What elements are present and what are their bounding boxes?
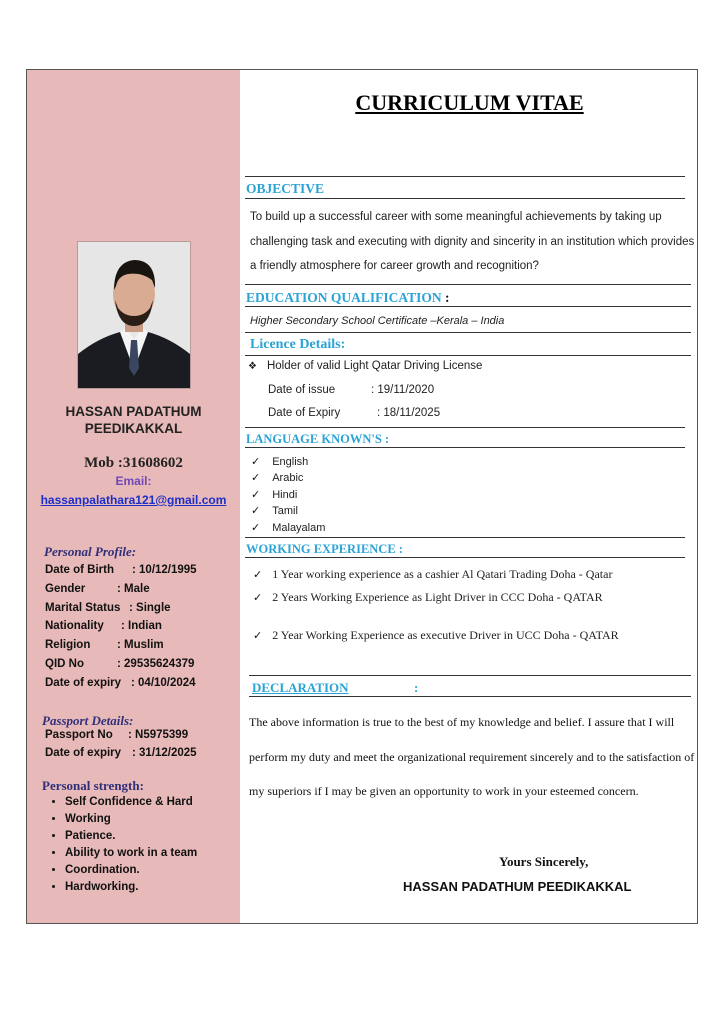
divider [245,447,685,448]
sidebar [27,70,240,923]
closing-text: Yours Sincerely, [499,854,589,869]
language-item: ✓ English [251,456,309,468]
licence-expiry-row: Date of Expiry : 18/11/2025 [268,407,441,419]
list-item: • Coordination. [65,862,197,879]
passport-details-heading: Passport Details: [42,713,134,728]
list-item: • Working [65,811,197,828]
profile-row: Date of Birth : 10/12/1995 [45,564,197,576]
personal-strength-heading: Personal strength: [42,778,144,793]
list-item: • Ability to work in a team [65,845,197,862]
experience-item: ✓ 1 Year working experience as a cashier Al Qatari Trading Doha - Qatar [253,567,613,581]
profile-row: Religion : Muslim [45,639,164,651]
checkmark-icon: ✓ [251,472,261,484]
divider [245,537,685,538]
main-content [240,70,698,923]
checkmark-icon: ✓ [251,522,261,534]
cv-page [26,69,698,924]
passport-row: Date of expiry : 31/12/2025 [45,747,197,759]
declaration-text: The above information is true to the best of my knowledge and belief. I assure that I will perform my duty and meet the organizational requirement sincerely and to the satisfaction of my superiors if I may be given an opportunity to work in your esteemed concern. [249,715,695,798]
language-heading: LANGUAGE KNOWN'S : [246,432,390,446]
experience-heading: WORKING EXPERIENCE : [246,542,403,556]
divider [249,696,691,697]
divider [245,284,691,285]
experience-item: ✓ 2 Years Working Experience as Light Driver in CCC Doha - QATAR [253,590,603,604]
checkmark-icon: ✓ [251,505,261,517]
passport-row: Passport No : N5975399 [45,729,189,741]
divider [245,306,691,307]
profile-row: QID No : 29535624379 [45,658,195,670]
checkmark-icon: ✓ [251,489,261,501]
licence-heading: Licence Details: [250,337,346,352]
email-link[interactable]: hassanpalathara121@gmail.com [40,493,227,507]
signature-name: HASSAN PADATHUM PEEDIKAKKAL [403,879,632,894]
licence-issue-row: Date of issue : 19/11/2020 [268,384,435,396]
experience-item: ✓ 2 Year Working Experience as executive Driver in UCC Doha - QATAR [253,628,619,642]
list-item: • Self Confidence & Hard [65,794,197,811]
objective-text: To build up a successful career with some meaningful achievements by taking up challenging task and executing with dignity and sincerity in an institution which provides a friendly atmosphere for career growth and recognition? [250,211,695,272]
profile-row: Date of expiry : 04/10/2024 [45,677,196,689]
list-item: • Patience. [65,828,197,845]
language-item: ✓ Malayalam [251,522,326,534]
divider [245,198,685,199]
email-label: Email: [115,474,152,488]
language-item: ✓ Tamil [251,505,298,517]
divider [249,675,691,676]
checkmark-icon: ✓ [253,569,263,581]
education-item: Higher Secondary School Certificate –Kerala – India [250,315,505,327]
profile-row: Gender : Male [45,583,150,595]
language-item: ✓ Hindi [251,489,298,501]
list-item: • Hardworking. [65,879,197,896]
language-item: ✓ Arabic [251,472,304,484]
profile-row: Marital Status : Single [45,602,171,614]
candidate-name: HASSAN PADATHUM PEEDIKAKKAL [65,404,202,436]
divider [245,427,685,428]
profile-row: Nationality : Indian [45,620,162,632]
personal-profile-heading: Personal Profile: [44,544,137,559]
declaration-heading: DECLARATION [252,680,349,695]
mobile-number: Mob :31608602 [84,455,183,471]
diamond-bullet-icon: ❖ [248,361,257,372]
licence-item: ❖ Holder of valid Light Qatar Driving License [248,360,483,372]
checkmark-icon: ✓ [251,456,261,468]
checkmark-icon: ✓ [253,592,263,604]
divider [245,557,685,558]
education-heading: EDUCATION QUALIFICATION : [246,290,450,305]
divider [245,332,691,333]
declaration-colon: : [414,680,419,695]
objective-heading: OBJECTIVE [246,181,325,196]
divider [245,176,685,177]
checkmark-icon: ✓ [253,630,263,642]
strength-list [45,794,197,896]
divider [245,355,691,356]
profile-photo [77,241,191,389]
page-title: CURRICULUM VITAE [355,90,584,115]
